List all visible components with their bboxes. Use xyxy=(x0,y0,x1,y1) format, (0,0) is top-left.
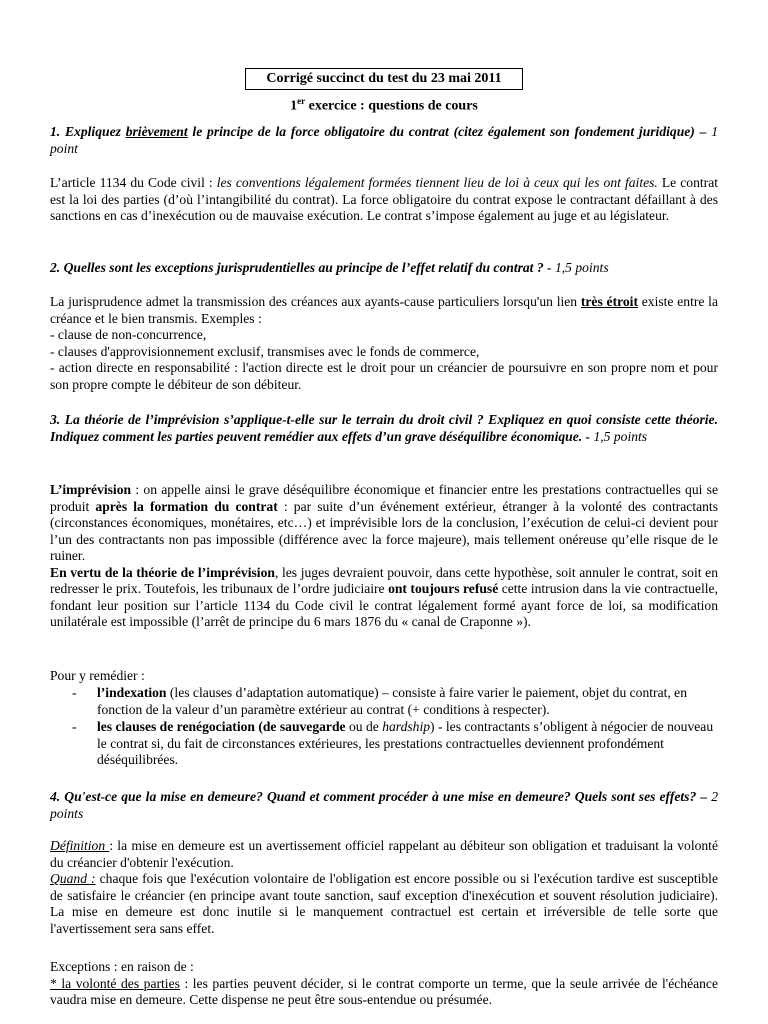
exercise-heading: 1er exercice : questions de cours xyxy=(290,96,478,114)
example-item: - clause de non-concurrence, xyxy=(50,327,207,342)
question-4-heading: 4. Qu'est-ce que la mise en demeure? Quand et comment procéder à une mise en demeure? Quels sont ses effets? – 2 points xyxy=(50,789,718,821)
quand-paragraph: Quand : chaque fois que l'exécution volontaire de l'obligation est encore possible ou si l'exécution tardive est susceptible de satisfaire le créancier (en principe avant toute sanction, sauf exception d'inexécution et souvent résolution judiciaire). La mise en demeure est donc inutile si le manquement contractuel est certain et irréversible de telle sorte que l'avertissement sera sans effet. xyxy=(50,871,718,936)
document-page: Corrigé succinct du test du 23 mai 2011 1er exercice : questions de cours 1. Expliquez brièvement le principe de la force obligatoire du contrat (citez également son fondement juridique) – 1 point L’article 1134 du Code civil : les conventions légalement formées tiennent lieu de loi à ceux qui les ont faites. Le contrat est la loi des parties (d’où l’intangibilité du contrat). La force obligatoire du contrat expose le contractant défaillant à des sanctions en cas d’inexécution ou de mauvaise exécution. Le contrat s’impose également au juge et au législateur. 2. Quelles sont les exceptions jurisprudentielles au principe de l’effet relatif du contrat ? - 1,5 points La jurisprudence admet la transmission des créances aux ayants-cause particuliers lorsqu'un lien très étroit existe entre la créance et le bien transmis. Exemples : - clause de non-concurrence, - clauses d'approvisionnement exclusif, transmises avec le fonds de commerce, - action directe en responsabilité : l'action directe est le droit pour un créancier de poursuivre en son propre nom et pour son propre compte le débiteur de son débiteur. 3. La théorie de l’imprévision s’applique-t-elle sur le terrain du droit civil ? Expliquez en quoi consiste cette théorie. Indiquez comment les parties peuvent remédier aux effets d’un grave déséquilibre économique. - 1,5 points L’imprévision : on appelle ainsi le grave déséquilibre économique et financier entre les prestations contractuelles qui se produit après la formation du contrat : par suite d’un événement extérieur, étranger à la volonté des contractants (circonstances économiques, monétaires, etc…) et imprévisible lors de la conclusion, l’exécution de celui-ci devient pour l’un des contractants non pas impossible (différence avec la force majeure), mais tellement onéreuse qu’elle risque de le ruiner. En vertu de la théorie de l’imprévision, les juges devraient pouvoir, dans cette hypothèse, soit annuler le contrat, soit en redresser le prix. Toutefois, les tribunaux de l’ordre judiciaire ont toujours refusé cette intrusion dans la vie contractuelle, fondant leur position sur l’article 1134 du Code civil le contrat légalement formé ayant force de loi, sa modification unilatérale est impossible (l’arrêt de principe du 6 mars 1876 du « canal de Craponne »). Pour y remédier : - l’indexation (les clauses d’adaptation automatique) – consiste à faire varier le paiement, objet du contrat, en fonction de la valeur d’un paramètre extérieur au contrat (+ conditions à respecter). - les clauses de renégociation (de sauvegarde ou de hardship) - les contractants s’obligent à négocier de nouveau le contrat si, du fait de circonstances extérieures, les prestations contractuelles deviennent profondément déséquilibrées. 4. Qu'est-ce que la mise en demeure? Quand et comment procéder à une mise en demeure? Quels sont ses effets? – 2 points Définition : la mise en demeure est un avertissement officiel rappelant au débiteur son obligation et traduisant la volonté du créancier d'obtenir l'exécution. Quand : chaque fois que l'exécution volontaire de l'obligation est encore possible ou si l'exécution tardive est susceptible de satisfaire le créancier (en principe avant toute sanction, sauf exception d'inexécution et souvent résolution judiciaire). La mise en demeure est donc inutile si le manquement contractuel est certain et irréversible de telle sorte que l'avertissement sera sans effet. Exceptions : en raison de : * la volonté des parties : les parties peuvent décider, si le contrat comporte un terme, que la seule arrivée de l'échéance vaudra mise en demeure. Cette dispense ne peut être sous-entendue ou présumée. xyxy=(0,0,768,1024)
question-3-heading: 3. La théorie de l’imprévision s’applique-t-elle sur le terrain du droit civil ? Expliquez en quoi consiste cette théorie. Indiquez comment les parties peuvent remédier aux effets d’un grave déséquilibre économique. - 1,5 points xyxy=(50,412,718,444)
question-4-answer: Définition : la mise en demeure est un avertissement officiel rappelant au débiteur son obligation et traduisant la volonté du créancier d'obtenir l'exécution. Quand : chaque fois que l'exécution volontaire de l'obligation est encore possible ou si l'exécution tardive est susceptible de satisfaire le créancier (en principe avant toute sanction, sauf exception d'inexécution et souvent résolution judiciaire). La mise en demeure est donc inutile si le manquement contractuel est certain et irréversible de telle sorte que l'avertissement sera sans effet. xyxy=(50,838,718,936)
question-2-heading: 2. Quelles sont les exceptions jurisprudentielles au principe de l’effet relatif du contrat ? - 1,5 points xyxy=(50,260,609,275)
imprevision-paragraph: En vertu de la théorie de l’imprévision, les juges devraient pouvoir, dans cette hypothèse, soit annuler le contrat, soit en redresser le prix. Toutefois, les tribunaux de l’ordre judiciaire ont toujours refusé cette intrusion dans la vie contractuelle, fondant leur position sur l’article 1134 du Code civil le contrat légalement formé ayant force de loi, sa modification unilatérale est impossible (l’arrêt de principe du 6 mars 1876 du « canal de Craponne »). xyxy=(50,564,718,629)
document-title: Corrigé succinct du test du 23 mai 2011 xyxy=(245,68,523,90)
exceptions-paragraph: Exceptions : en raison de : * la volonté des parties : les parties peuvent décider, si le contrat comporte un terme, que la seule arrivée de l'échéance vaudra mise en demeure. Cette dispense ne peut être sous-entendue ou présumée. xyxy=(50,959,718,1007)
remedy-intro: Pour y remédier : xyxy=(50,668,145,683)
question-1-heading: 1. Expliquez brièvement le principe de la force obligatoire du contrat (citez également son fondement juridique) – 1 point xyxy=(50,124,719,156)
list-dash: - xyxy=(72,719,77,734)
question-3-answer: L’imprévision : on appelle ainsi le grave déséquilibre économique et financier entre les prestations contractuelles qui se produit après la formation du contrat : par suite d’un événement extérieur, étranger à la volonté des contractants (circonstances économiques, monétaires, etc…) et imprévisible lors de la conclusion, l’exécution de celui-ci devient pour l’un des contractants non pas impossible (différence avec la force majeure), mais tellement onéreuse qu’elle risque de le ruiner. En vertu de la théorie de l’imprévision, les juges devraient pouvoir, dans cette hypothèse, soit annuler le contrat, soit en redresser le prix. Toutefois, les tribunaux de l’ordre judiciaire ont toujours refusé cette intrusion dans la vie contractuelle, fondant leur position sur l’article 1134 du Code civil le contrat légalement formé ayant force de loi, sa modification unilatérale est impossible (l’arrêt de principe du 6 mars 1876 du « canal de Craponne »). xyxy=(50,482,718,629)
question-1-answer: L’article 1134 du Code civil : les conventions légalement formées tiennent lieu de loi à ceux qui les ont faites. Le contrat est la loi des parties (d’où l’intangibilité du contrat). La force obligatoire du contrat expose le contractant défaillant à des sanctions en cas d’inexécution ou de mauvaise exécution. Le contrat s’impose également au juge et au législateur. xyxy=(50,175,719,223)
example-item: - clauses d'approvisionnement exclusif, transmises avec le fonds de commerce, xyxy=(50,343,480,359)
example-item: - action directe en responsabilité : l'action directe est le droit pour un créancier de poursuivre en son propre nom et pour son propre compte le débiteur de son débiteur. xyxy=(50,360,718,392)
list-dash: - xyxy=(72,685,77,700)
question-2-answer: La jurisprudence admet la transmission des créances aux ayants-cause particuliers lorsqu'un lien très étroit existe entre la créance et le bien transmis. Exemples : - clause de non-concurrence, - clauses d'approvisionnement exclusif, transmises avec le fonds de commerce, - action directe en responsabilité : l'action directe est le droit pour un créancier de poursuivre en son propre nom et pour son propre compte le débiteur de son débiteur. xyxy=(50,294,718,392)
